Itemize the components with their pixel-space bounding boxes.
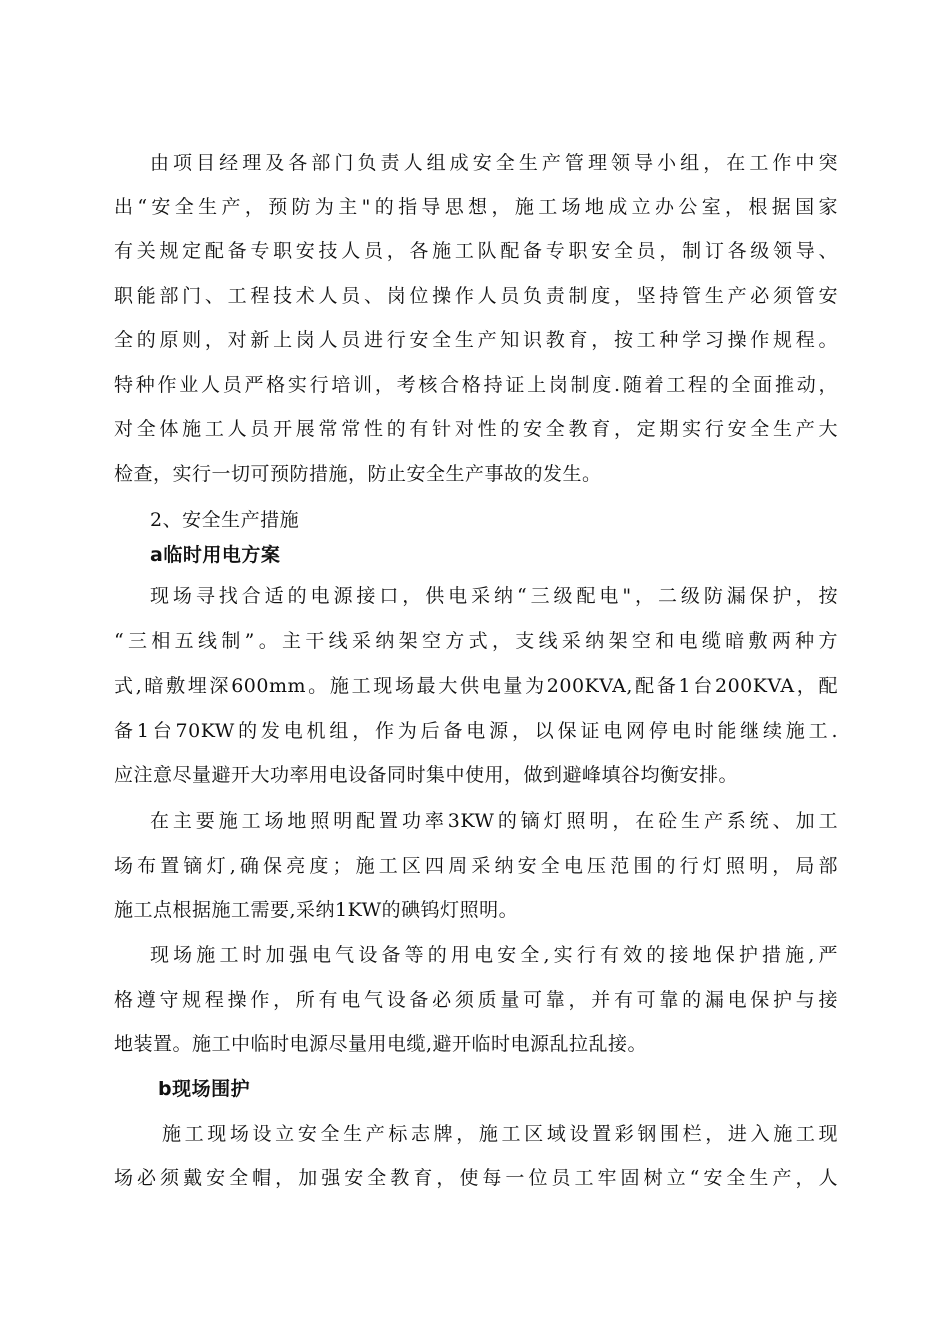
paragraph-3-line-2: 场布置镝灯,确保亮度；施工区四周采纳安全电压范围的行灯照明，局部 bbox=[114, 855, 838, 877]
paragraph-2-line-1: 现场寻找合适的电源接口，供电采纳“三级配电"，二级防漏保护，按 bbox=[150, 585, 838, 607]
paragraph-3-line-3: 施工点根据施工需要,采纳1KW的碘钨灯照明。 bbox=[114, 899, 519, 921]
subheading-b: b现场围护 bbox=[158, 1078, 251, 1100]
paragraph-1-line-8: 检查，实行一切可预防措施，防止安全生产事故的发生。 bbox=[114, 463, 602, 485]
paragraph-4-line-1: 现场施工时加强电气设备等的用电安全,实行有效的接地保护措施,严 bbox=[150, 944, 838, 966]
paragraph-3-line-1: 在主要施工场地照明配置功率3KW的镝灯照明，在砼生产系统、加工 bbox=[150, 810, 838, 832]
paragraph-1-line-2: 出“安全生产，预防为主"的指导思想，施工场地成立办公室，根据国家 bbox=[114, 196, 838, 218]
paragraph-1-line-5: 全的原则，对新上岗人员进行安全生产知识教育，按工种学习操作规程。 bbox=[114, 329, 838, 351]
paragraph-4-line-3: 地装置。施工中临时电源尽量用电缆,避开临时电源乱拉乱接。 bbox=[114, 1033, 648, 1055]
paragraph-1-line-7: 对全体施工人员开展常常性的有针对性的安全教育，定期实行安全生产大 bbox=[114, 418, 838, 440]
paragraph-1-line-4: 职能部门、工程技术人员、岗位操作人员负责制度，坚持管生产必须管安 bbox=[114, 285, 838, 307]
paragraph-2-line-5: 应注意尽量避开大功率用电设备同时集中使用，做到避峰填谷均衡安排。 bbox=[114, 764, 739, 786]
paragraph-4-line-2: 格遵守规程操作，所有电气设备必须质量可靠，并有可靠的漏电保护与接 bbox=[114, 989, 838, 1011]
subheading-a: a临时用电方案 bbox=[150, 544, 281, 566]
section-heading-2: 2、安全生产措施 bbox=[150, 509, 300, 531]
paragraph-5-line-1: 施工现场设立安全生产标志牌，施工区域设置彩钢围栏，进入施工现 bbox=[162, 1123, 838, 1145]
paragraph-2-line-2: “三相五线制”。主干线采纳架空方式，支线采纳架空和电缆暗敷两种方 bbox=[114, 630, 838, 652]
paragraph-1-line-6: 特种作业人员严格实行培训，考核合格持证上岗制度.随着工程的全面推动， bbox=[114, 374, 838, 396]
paragraph-1-line-1: 由项目经理及各部门负责人组成安全生产管理领导小组，在工作中突 bbox=[150, 152, 838, 174]
paragraph-2-line-3: 式,暗敷埋深600mm。施工现场最大供电量为200KVA,配备1台200KVA，配 bbox=[114, 675, 838, 697]
paragraph-2-line-4: 备1台70KW的发电机组，作为后备电源，以保证电网停电时能继续施工. bbox=[114, 720, 838, 742]
paragraph-1-line-3: 有关规定配备专职安技人员，各施工队配备专职安全员，制订各级领导、 bbox=[114, 240, 838, 262]
paragraph-5-line-2: 场必须戴安全帽，加强安全教育，使每一位员工牢固树立“安全生产，人 bbox=[114, 1167, 838, 1189]
